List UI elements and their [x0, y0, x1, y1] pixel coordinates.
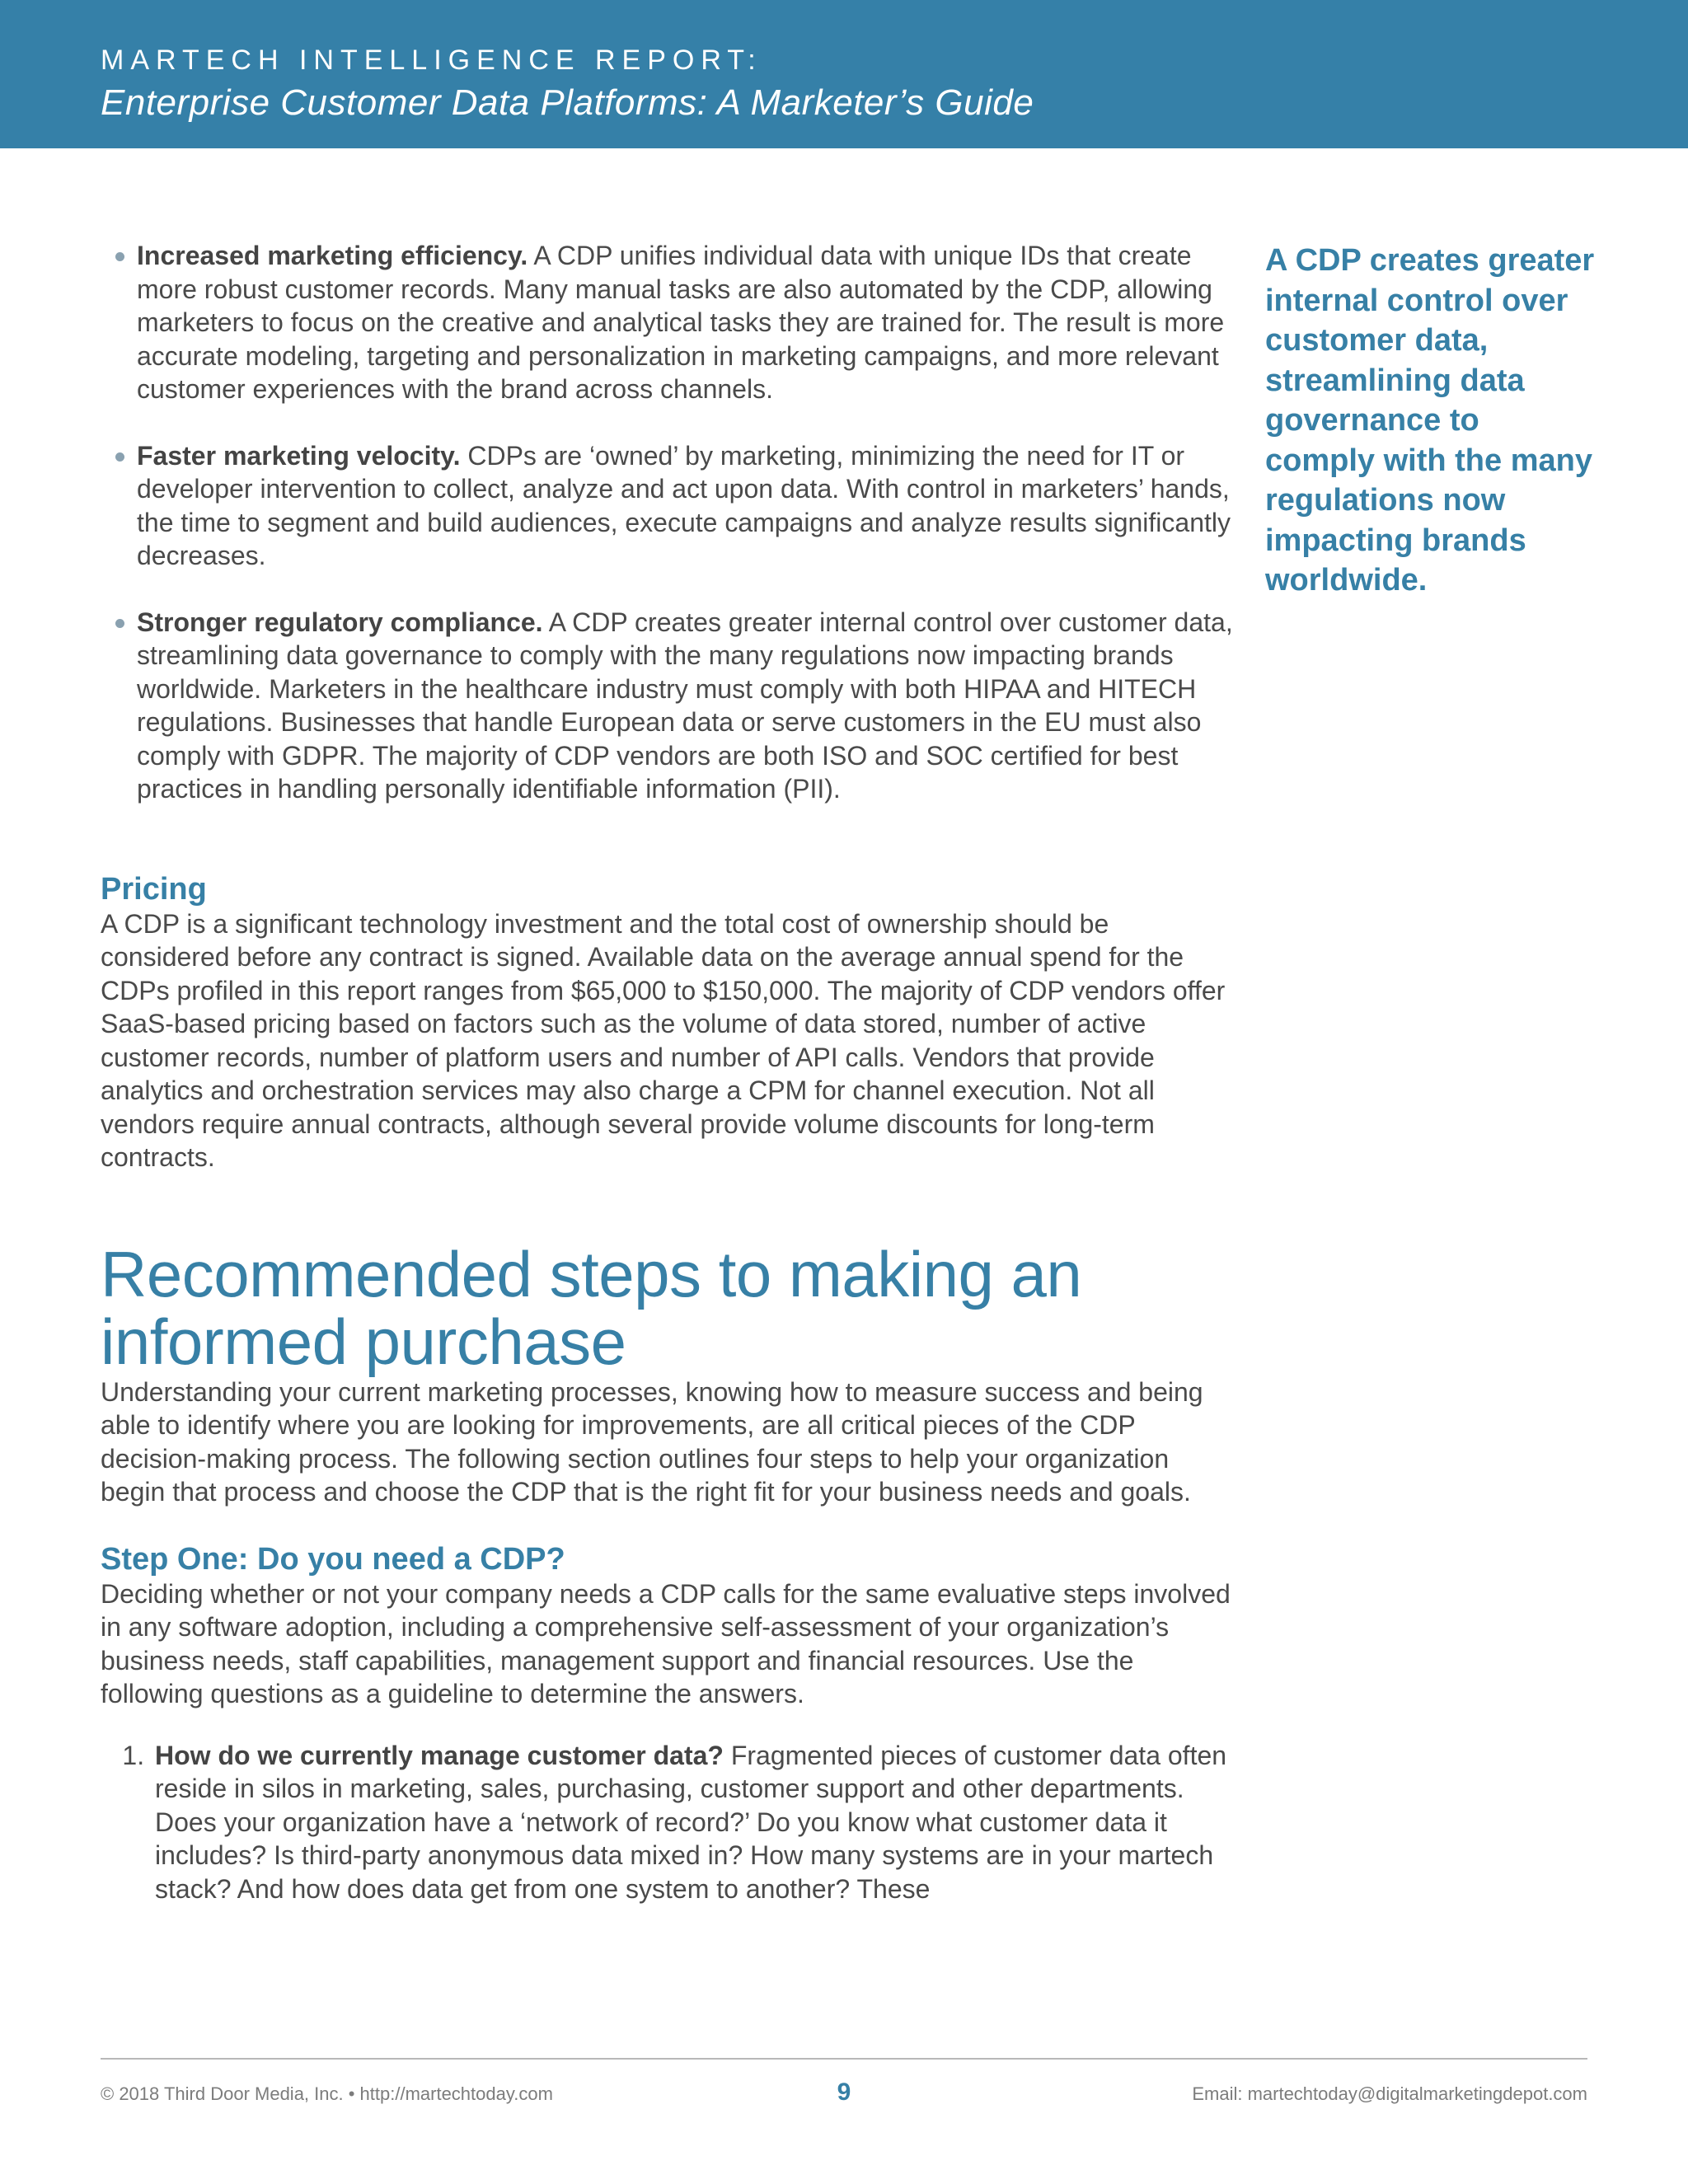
- benefit-item: [137, 606, 1238, 806]
- pricing-body: A CDP is a significant technology investment and the total cost of ownership should be considered before any contract is signed. Available data on the average annual spend for the CDPs profiled in this report ranges from $65,000 to $150,000. The majority of CDP vendors offer SaaS-based pricing based on factors such as the volume of data stored, number of active customer records, number of platform users and number of API calls. Vendors that provide analytics and orchestration services may also charge a CPM for channel execution. Not all vendors require annual contracts, although several provide volume discounts for long-term contracts.: [101, 908, 1226, 1172]
- question-text: Fragmented pieces of customer data often reside in silos in marketing, sales, purchasing, customer support and other departments. Does your organization have a ‘network of record?’ Do you know what customer data it includes? Is third-party anonymous data mixed in? How many systems are in your martech stack? And how does data get from one system to another? These: [155, 1740, 1227, 1904]
- report-kicker: MARTECH INTELLIGENCE REPORT:: [101, 45, 762, 76]
- benefits-list: [101, 239, 1238, 806]
- benefit-text: CDPs are ‘owned’ by marketing, minimizing the need for IT or developer intervention to collect, analyze and act upon data. With control in marketers’ hands, the time to segment and build audiences, execute campaigns and analyze results significantly decreases.: [137, 440, 1231, 570]
- question-item: [152, 1739, 1238, 1906]
- benefit-text: A CDP creates greater internal control over customer data, streamlining data governance to comply with the many regulations now impacting brands worldwide. Marketers in the healthcare industry must comply with both HIPAA and HITECH regulations. Businesses that handle European data or serve customers in the EU must also comply with GDPR. The majority of CDP vendors are both ISO and SOC certified for best practices in handling personally identifiable information (PII).: [137, 607, 1233, 804]
- benefit-text: A CDP unifies individual data with unique IDs that create more robust customer records. Many manual tasks are also automated by the CDP, allowing marketers to focus on the creative and analytical tasks they are trained for. The result is more accurate modeling, targeting and personalization in marketing campaigns, and more relevant customer experiences with the brand across channels.: [137, 241, 1225, 404]
- pull-quote: A CDP creates greater internal control over customer data, streamlining data governance to comply with the many regulations now impacting brands worldwide.: [1265, 243, 1595, 598]
- footer-copyright: © 2018 Third Door Media, Inc. • http://martechtoday.com: [101, 2083, 553, 2104]
- steps-heading: Recommended steps to making an informed purchase: [101, 1237, 1082, 1378]
- footer-email: Email: martechtoday@digitalmarketingdepot.com: [1192, 2083, 1587, 2104]
- benefit-lead: Stronger regulatory compliance.: [137, 607, 543, 637]
- footer-divider: [101, 2058, 1587, 2060]
- question-lead: How do we currently manage customer data?: [155, 1740, 724, 1770]
- step-one-questions: [101, 1739, 1238, 1906]
- steps-intro: Understanding your current marketing processes, knowing how to measure success and being able to identify where you are looking for improvements, are all critical pieces of the CDP decision-making process. The following section outlines four steps to help your organization begin that process and choose the CDP that is the right fit for your business needs and goals.: [101, 1376, 1203, 1507]
- step-one-body: Deciding whether or not your company needs a CDP calls for the same evaluative steps involved in any software adoption, including a comprehensive self-assessment of your organization’s business needs, staff capabilities, management support and financial resources. Use the following questions as a guideline to determine the answers.: [101, 1578, 1231, 1708]
- benefit-item: [137, 239, 1238, 406]
- report-title: Enterprise Customer Data Platforms: A Marketer’s Guide: [101, 82, 1034, 123]
- main-column: [101, 239, 1238, 1905]
- benefit-lead: Increased marketing efficiency.: [137, 241, 528, 270]
- pricing-heading: Pricing: [101, 871, 207, 907]
- page-number: 9: [837, 2079, 851, 2106]
- report-header: [0, 0, 1688, 148]
- benefit-item: [137, 439, 1238, 573]
- step-one-heading: Step One: Do you need a CDP?: [101, 1541, 565, 1577]
- benefit-lead: Faster marketing velocity.: [137, 440, 461, 471]
